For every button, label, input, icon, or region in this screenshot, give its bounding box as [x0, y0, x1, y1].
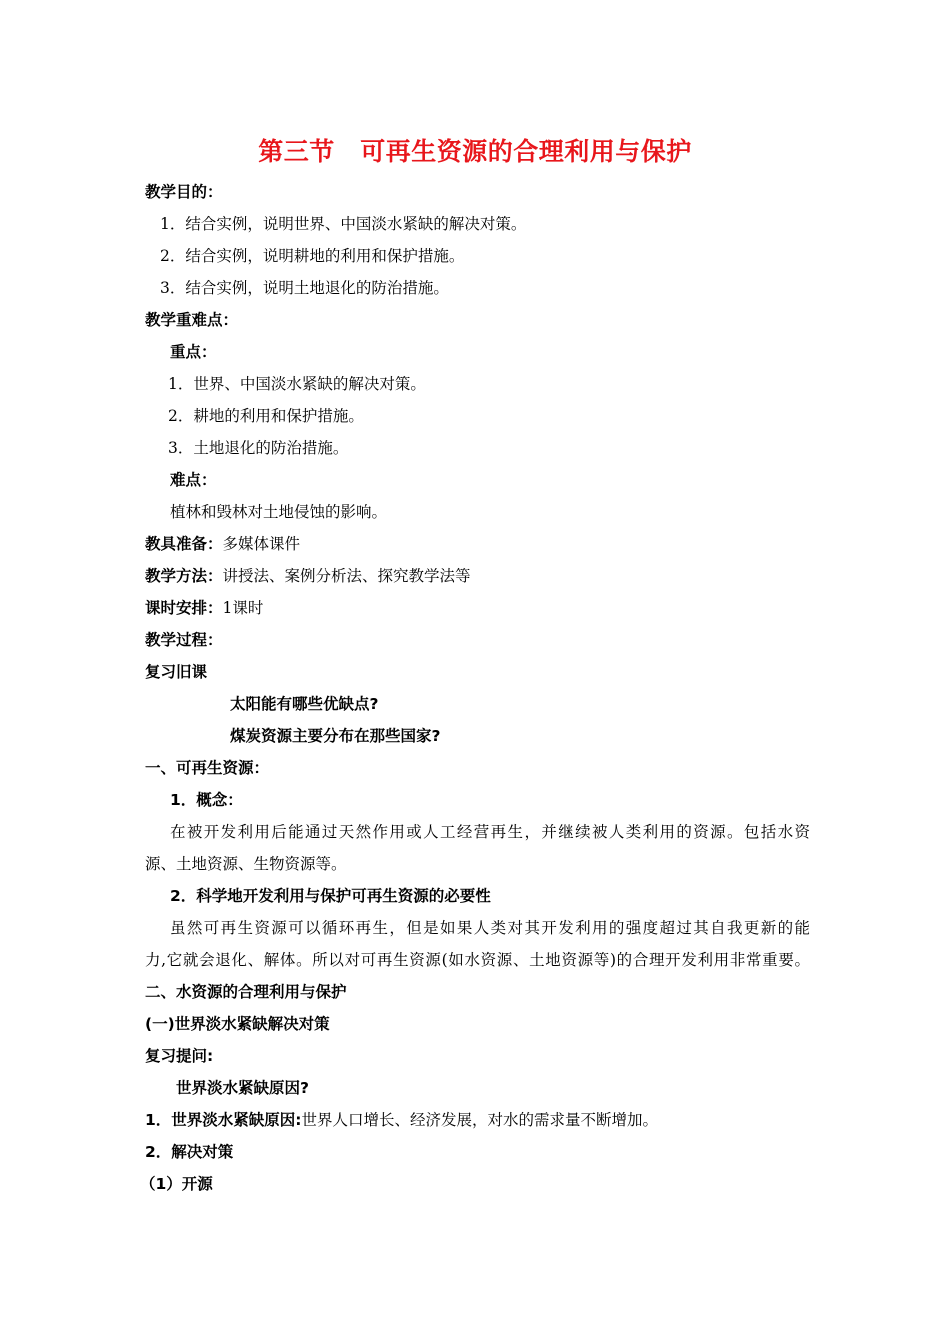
schedule-label: 课时安排：	[145, 599, 223, 617]
goal-item: 2．结合实例，说明耕地的利用和保护措施。	[160, 247, 465, 265]
concept-label: 1．概念：	[170, 791, 243, 809]
focus-item: 1．世界、中国淡水紧缺的解决对策。	[168, 375, 426, 393]
necessity-label: 2．科学地开发利用与保护可再生资源的必要性	[170, 887, 491, 905]
page-title: 第三节 可再生资源的合理利用与保护	[258, 137, 692, 166]
difficulty-label: 难点：	[170, 471, 217, 489]
solution-label: 2．解决对策	[145, 1143, 234, 1161]
schedule-value: 1课时	[222, 599, 264, 617]
cause-text: 世界人口增长、经济发展，对水的需求量不断增加。	[301, 1111, 658, 1129]
tools-value: 多媒体课件	[222, 535, 301, 553]
necessity-text-line: 虽然可再生资源可以循环再生，但是如果人类对其开发利用的强度超过其自我更新的能	[170, 919, 810, 937]
section2-subheading: (一)世界淡水紧缺解决对策	[145, 1015, 330, 1033]
solution-item: （1）开源	[140, 1175, 213, 1193]
review-question: 煤炭资源主要分布在那些国家?	[230, 727, 441, 745]
cause-label: 1．世界淡水紧缺原因:	[145, 1111, 302, 1129]
review-heading: 复习旧课	[145, 663, 208, 681]
section2-heading: 二、水资源的合理利用与保护	[145, 983, 347, 1001]
tools-label: 教具准备：	[145, 535, 223, 553]
focus-item: 2．耕地的利用和保护措施。	[168, 407, 364, 425]
concept-text-line: 源、土地资源、生物资源等。	[145, 855, 347, 873]
process-heading: 教学过程：	[145, 631, 223, 649]
methods-value: 讲授法、案例分析法、探究教学法等	[222, 567, 471, 585]
schedule-row	[145, 598, 263, 618]
review-prompt-label: 复习提问:	[145, 1047, 214, 1065]
methods-row	[145, 566, 471, 586]
goals-heading: 教学目的：	[145, 183, 223, 201]
cause-row	[145, 1110, 658, 1130]
key-points-heading: 教学重难点：	[145, 311, 239, 329]
necessity-text-line: 力,它就会退化、解体。所以对可再生资源(如水资源、土地资源等)的合理开发利用非常重要。	[145, 951, 810, 969]
goal-item: 3．结合实例，说明土地退化的防治措施。	[160, 279, 449, 297]
goal-item: 1．结合实例，说明世界、中国淡水紧缺的解决对策。	[160, 215, 527, 233]
tools-row	[145, 534, 300, 554]
review-question: 太阳能有哪些优缺点?	[230, 695, 379, 713]
review-prompt-question: 世界淡水紧缺原因?	[176, 1079, 309, 1097]
section1-heading: 一、可再生资源：	[145, 759, 270, 777]
concept-text-line: 在被开发利用后能通过天然作用或人工经营再生，并继续被人类利用的资源。包括水资	[170, 823, 810, 841]
focus-label: 重点：	[170, 343, 217, 361]
difficulty-text: 植林和毁林对土地侵蚀的影响。	[170, 503, 388, 521]
focus-item: 3．土地退化的防治措施。	[168, 439, 349, 457]
methods-label: 教学方法：	[145, 567, 223, 585]
